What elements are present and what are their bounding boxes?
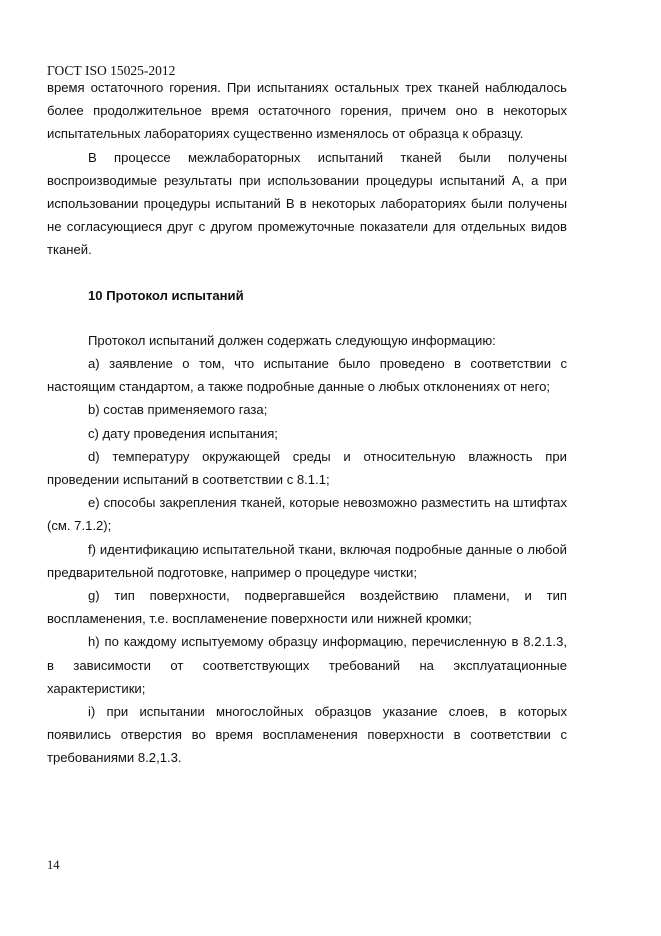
list-item-c: c) дату проведения испытания; [88,425,278,441]
section-intro: Протокол испытаний должен содержать следующую информацию: [88,332,496,348]
list-item-f: f) идентификацию испытательной ткани, включая подробные данные о любой предварительной подготовке, например о процедуре чистки; [47,541,567,580]
list-item-g: g) тип поверхности, подвергавшейся воздействию пламени, и тип воспламенения, т.е. воспламенение поверхности или нижней кромки; [47,588,567,627]
paragraph-continuation: время остаточного горения. При испытаниях остальных трех тканей наблюдалось более продолжительное время остаточного горения, причем оно в некоторых испытательных лабораториях существенно изменялось от образца к образцу. [47,80,567,142]
list-item-b: b) состав применяемого газа; [88,402,268,418]
list-item-h: h) по каждому испытуемому образцу информацию, перечисленную в 8.2.1.3, в зависимости от соответствующих требований на эксплуатационные характеристики; [47,634,567,696]
list-item-e: e) способы закрепления тканей, которые невозможно разместить на штифтах (см. 7.1.2); [47,495,567,534]
section-heading: 10 Протокол испытаний [88,287,244,303]
list-item-d: d) температуру окружающей среды и относительную влажность при проведении испытаний в соответствии с 8.1.1; [47,448,567,488]
section-gap [47,307,567,329]
document-body [47,76,567,770]
document-code-header: ГОСТ ISO 15025-2012 [47,63,176,78]
list-item-a: a) заявление о том, что испытание было проведено в соответствии с настоящим стандартом, а также подробные данные о любых отклонениях от него; [47,356,567,395]
paragraph-interlab-results: В процессе межлабораторных испытаний тканей были получены воспроизводимые результаты при использовании процедуры испытаний А, а при использовании процедуры испытаний В в некоторых лабораториях были получены не согласующиеся друг с другом промежуточные показатели для отдельных видов тканей. [47,149,567,258]
section-gap [47,262,567,284]
page-number: 14 [47,858,60,872]
list-item-i: i) при испытании многослойных образцов указание слоев, в которых появились отверстия во время воспламенения поверхности в соответствии с требованиями 8.2,1.3. [47,704,567,766]
